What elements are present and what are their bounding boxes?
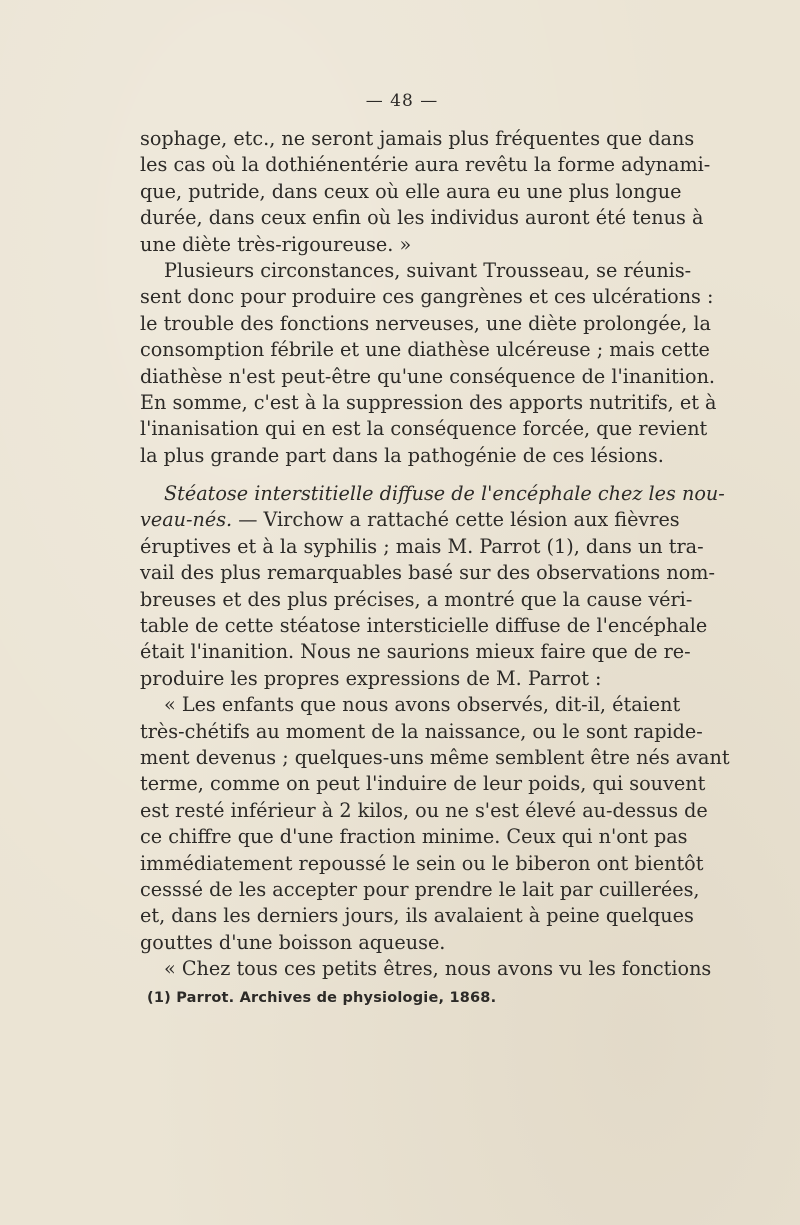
text-line: sent donc pour produire ces gangrènes et ces ulcérations : [140, 285, 714, 309]
text-line: « Chez tous ces petits êtres, nous avons vu les fonctions [164, 957, 712, 981]
footnote: (1) Parrot. Archives de physiologie, 1868. [147, 990, 497, 1006]
text-line: En somme, c'est à la suppression des apports nutritifs, et à [140, 390, 717, 414]
text-segment: — Virchow a rattaché cette lésion aux fièvres [232, 508, 680, 532]
text-line: terme, comme on peut l'induire de leur poids, qui souvent [140, 772, 706, 796]
text-line: l'inanisation qui en est la conséquence forcée, que revient [140, 417, 708, 441]
text-line: était l'inanition. Nous ne saurions mieux faire que de re- [140, 640, 691, 664]
paragraph-gap [140, 469, 664, 481]
text-line: vail des plus remarquables basé sur des observations nom- [140, 561, 715, 585]
text-line: immédiatement repoussé le sein ou le biberon ont bientôt [140, 851, 704, 875]
text-line: cesssé de les accepter pour prendre le lait par cuillerées, [140, 877, 700, 901]
text-column [140, 90, 730, 983]
paragraph-3 [140, 481, 725, 692]
text-line: Plusieurs circonstances, suivant Trousseau, se réunis- [164, 258, 692, 282]
text-line: et, dans les derniers jours, ils avalaient à peine quelques [140, 904, 694, 928]
paragraph-4 [140, 692, 730, 956]
text-line: gouttes d'une boisson aqueuse. [140, 930, 446, 954]
text-line: breuses et des plus précises, a montré que la cause véri- [140, 587, 693, 611]
text-line: sophage, etc., ne seront jamais plus fréquentes que dans [140, 127, 695, 150]
paragraph-1 [140, 126, 711, 258]
text-line: consomption fébrile et une diathèse ulcéreuse ; mais cette [140, 338, 710, 362]
text-line: éruptives et à la syphilis ; mais M. Parrot (1), dans un tra- [140, 534, 704, 558]
text-line: produire les propres expressions de M. Parrot : [140, 666, 602, 690]
text-line: diathèse n'est peut-être qu'une conséquence de l'inanition. [140, 364, 716, 388]
paragraph-5 [140, 956, 712, 982]
text-line: ment devenus ; quelques-uns même semblent être nés avant [140, 745, 730, 769]
text-line: la plus grande part dans la pathogénie de ces lésions. [140, 443, 664, 467]
text-line: une diète très-rigoureuse. » [140, 232, 412, 256]
text-line: « Les enfants que nous avons observés, dit-il, étaient [164, 693, 681, 717]
text-line: que, putride, dans ceux où elle aura eu une plus longue [140, 179, 682, 203]
text-line: durée, dans ceux enfin où les individus auront été tenus à [140, 206, 704, 230]
page-number: — 48 — [365, 91, 439, 111]
text-line: les cas où la dothiénentérie aura revêtu la forme adynami- [140, 153, 711, 177]
text-line: ce chiffre que d'une fraction minime. Ceux qui n'ont pas [140, 825, 688, 849]
section-heading: Stéatose interstitielle diffuse de l'encéphale chez les nou- [164, 482, 725, 506]
text-line: table de cette stéatose intersticielle diffuse de l'encéphale [140, 614, 708, 638]
paragraph-2 [140, 258, 717, 469]
text-line: est resté inférieur à 2 kilos, ou ne s'est élevé au-dessus de [140, 798, 708, 822]
section-heading-end: veau-nés. [140, 508, 233, 532]
text-line: le trouble des fonctions nerveuses, une diète prolongée, la [140, 311, 711, 335]
text-line [140, 507, 680, 533]
text-line: très-chétifs au moment de la naissance, ou le sont rapide- [140, 719, 703, 743]
